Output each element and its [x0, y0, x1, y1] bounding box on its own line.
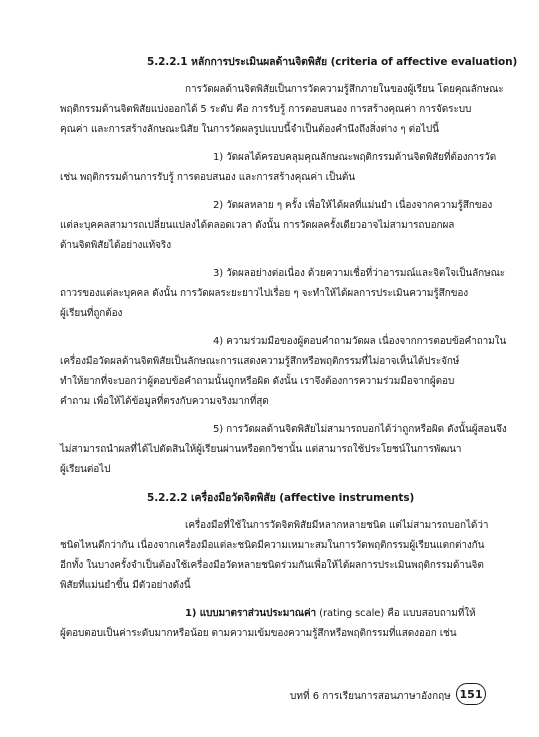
chapter-footer: บทที่ 6 การเรียนการสอนภาษาอังกฤษ [290, 691, 451, 702]
paragraph-line: อีกทั้ง ในบางครั้งจำเป็นต้องใช้เครื่องมือวัดหลายชนิดร่วมกันเพื่อให้ได้ผลการประเมินพฤติกรรมด้านจิต [60, 560, 484, 571]
list-item-line: แต่ละบุคคลสามารถเปลี่ยนแปลงได้ตลอดเวลา ดังนั้น การวัดผลครั้งเดียวอาจไม่สามารถบอกผล [60, 220, 455, 231]
page-number-badge: 151 [456, 683, 486, 705]
list-item-line: ด้านจิตพิสัยได้อย่างแท้จริง [60, 240, 171, 251]
list-item-line: 5) การวัดผลด้านจิตพิสัยไม่สามารถบอกได้ว่าถูกหรือผิด ดังนั้นผู้สอนจึง [213, 424, 507, 435]
rating-scale-description: (rating scale) คือ แบบสอบถามที่ให้ [316, 608, 476, 619]
paragraph-line: การวัดผลด้านจิตพิสัยเป็นการวัดความรู้สึกภายในของผู้เรียน โดยคุณลักษณะ [185, 84, 504, 95]
list-item-line: ไม่สามารถนำผลที่ได้ไปตัดสินให้ผู้เรียนผ่านหรือตกวิชานั้น แต่สามารถใช้ประโยชน์ในการพัฒนา [60, 444, 462, 455]
rating-scale-label: 1) แบบมาตราส่วนประมาณค่า [185, 608, 317, 619]
list-item-line: 4) ความร่วมมือของผู้ตอบคำถามวัดผล เนื่องจากการตอบข้อคำถามใน [213, 336, 507, 347]
list-item-line: ผู้เรียนต่อไป [60, 464, 111, 475]
list-item-line: 1) วัดผลได้ครอบคลุมคุณลักษณะพฤติกรรมด้านจิตพิสัยที่ต้องการวัด [213, 152, 497, 163]
section-heading-instruments: 5.2.2.2 เครื่องมือวัดจิตพิสัย (affective instruments) [147, 492, 415, 504]
paragraph-line: เครื่องมือที่ใช้ในการวัดจิตพิสัยมีหลากหลายชนิด แต่ไม่สามารถบอกได้ว่า [185, 520, 489, 531]
list-item-line: ผู้เรียนที่ถูกต้อง [60, 308, 123, 319]
paragraph-line: คุณค่า และการสร้างลักษณะนิสัย ในการวัดผลรูปแบบนี้จำเป็นต้องคำนึงถึงสิ่งต่าง ๆ ต่อไปนี้ [60, 124, 439, 135]
list-item-line: 2) วัดผลหลาย ๆ ครั้ง เพื่อให้ได้ผลที่แม่นยำ เนื่องจากความรู้สึกของ [213, 200, 493, 211]
list-item-line [185, 608, 476, 620]
list-item-line: เช่น พฤติกรรมด้านการรับรู้ การตอบสนอง และการสร้างคุณค่า เป็นต้น [60, 172, 356, 183]
list-item-line: 3) วัดผลอย่างต่อเนื่อง ด้วยความเชื่อที่ว่าอารมณ์และจิตใจเป็นลักษณะ [213, 268, 506, 279]
list-item-line: ทำให้ยากที่จะบอกว่าผู้ตอบข้อคำถามนั้นถูกหรือผิด ดังนั้น เราจึงต้องการความร่วมมือจากผู้ตอบ [60, 376, 455, 387]
list-item-line: ถาวรของแต่ละบุคคล ดังนั้น การวัดผลระยะยาวไปเรื่อย ๆ จะทำให้ได้ผลการประเมินความรู้สึกของ [60, 288, 469, 299]
paragraph-line: พิสัยที่แม่นยำขึ้น มีตัวอย่างดังนี้ [60, 580, 191, 591]
list-item-line: ผู้ตอบตอบเป็นค่าระดับมากหรือน้อย ตามความเข้มของความรู้สึกหรือพฤติกรรมที่แสดงออก เช่น [60, 628, 457, 639]
list-item-line: คำถาม เพื่อให้ได้ข้อมูลที่ตรงกับความจริงมากที่สุด [60, 396, 269, 407]
section-heading-criteria: 5.2.2.1 หลักการประเมินผลด้านจิตพิสัย (criteria of affective evaluation) [147, 56, 518, 68]
paragraph-line: ชนิดไหนดีกว่ากัน เนื่องจากเครื่องมือแต่ละชนิดมีความเหมาะสมในการวัดพฤติกรรมผู้เรียนแตกต่างกัน [60, 540, 485, 551]
paragraph-line: พฤติกรรมด้านจิตพิสัยแบ่งออกได้ 5 ระดับ คือ การรับรู้ การตอบสนอง การสร้างคุณค่า การจัดระบบ [60, 104, 472, 115]
list-item-line: เครื่องมือวัดผลด้านจิตพิสัยเป็นลักษณะการแสดงความรู้สึกหรือพฤติกรรมที่ไม่อาจเห็นได้ประจักษ์ [60, 356, 460, 367]
